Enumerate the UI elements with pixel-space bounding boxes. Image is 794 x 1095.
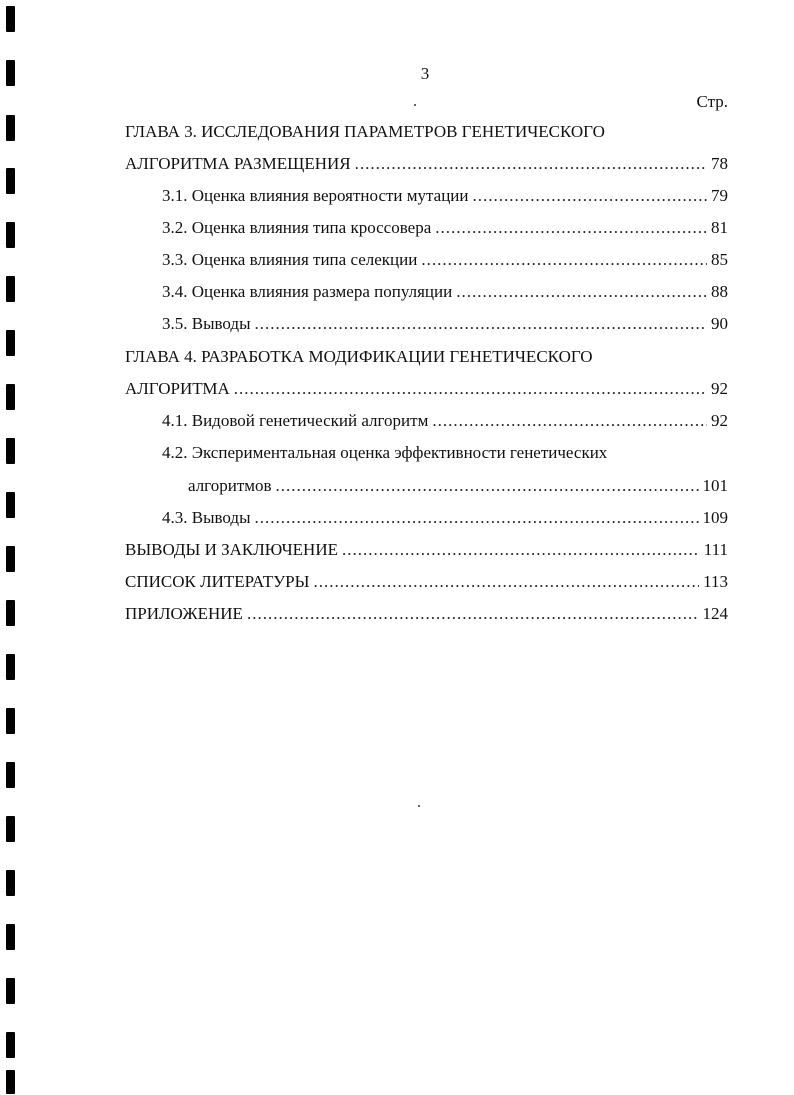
binding-mark	[6, 1070, 15, 1094]
binding-mark	[6, 708, 15, 734]
toc-entry-section[interactable]	[162, 411, 728, 435]
toc-entry-page: 101	[702, 476, 728, 495]
binding-mark	[6, 600, 15, 626]
binding-mark	[6, 276, 15, 302]
toc-leader-dots	[435, 218, 707, 238]
toc-entry-section[interactable]	[162, 250, 728, 274]
toc-entry-title-cont: алгоритмов	[188, 476, 272, 495]
binding-mark	[6, 330, 15, 356]
toc-entry-title: 4.3. Выводы	[162, 508, 251, 527]
binding-mark	[6, 6, 15, 32]
toc-entry-section[interactable]	[162, 314, 728, 338]
toc-entry-page: 85	[711, 250, 728, 269]
toc-entry-title: АЛГОРИТМА	[125, 379, 230, 398]
toc-entry-page: 81	[711, 218, 728, 237]
binding-mark	[6, 870, 15, 896]
toc-entry-title: 4.1. Видовой генетический алгоритм	[162, 411, 429, 430]
binding-mark	[6, 168, 15, 194]
binding-mark	[6, 762, 15, 788]
toc-entry-page: 88	[711, 282, 728, 301]
page-column-label: Стр.	[696, 92, 728, 111]
toc-leader-dots	[276, 476, 699, 496]
toc-entry-page: 124	[702, 604, 728, 623]
toc-entry-chapter-4[interactable]	[125, 379, 728, 403]
toc-entry-title: 3.2. Оценка влияния типа кроссовера	[162, 218, 432, 237]
binding-mark	[6, 115, 15, 141]
binding-mark	[6, 978, 15, 1004]
toc-entry-title: ВЫВОДЫ И ЗАКЛЮЧЕНИЕ	[125, 540, 338, 559]
chapter-3-heading: ГЛАВА 3. ИССЛЕДОВАНИЯ ПАРАМЕТРОВ ГЕНЕТИЧЕСКОГО	[125, 122, 605, 141]
toc-entry-page: 79	[711, 186, 728, 205]
toc-entry-title: 3.5. Выводы	[162, 314, 251, 333]
chapter-4-heading: ГЛАВА 4. РАЗРАБОТКА МОДИФИКАЦИИ ГЕНЕТИЧЕСКОГО	[125, 347, 593, 366]
toc-entry-section[interactable]	[162, 218, 728, 242]
toc-entry-references[interactable]	[125, 572, 728, 596]
toc-leader-dots	[313, 572, 699, 592]
toc-leader-dots	[432, 411, 707, 431]
binding-mark	[6, 384, 15, 410]
toc-leader-dots	[355, 154, 707, 174]
toc-entry-title: 3.4. Оценка влияния размера популяции	[162, 282, 453, 301]
binding-mark	[6, 924, 15, 950]
toc-leader-dots	[342, 540, 700, 560]
toc-entry-title: СПИСОК ЛИТЕРАТУРЫ	[125, 572, 310, 591]
toc-entry-page: 90	[711, 314, 728, 333]
toc-entry-title: ПРИЛОЖЕНИЕ	[125, 604, 243, 623]
binding-mark	[6, 654, 15, 680]
toc-entry-page: 78	[711, 154, 728, 173]
toc-entry-page: 92	[711, 411, 728, 430]
toc-entry-page: 113	[703, 572, 728, 591]
scan-speck	[418, 805, 420, 807]
binding-mark	[6, 816, 15, 842]
toc-entry-chapter-3[interactable]	[125, 154, 728, 178]
spiral-binding-marks	[6, 0, 16, 1095]
toc-entry-page: 109	[702, 508, 728, 527]
toc-entry-page: 111	[703, 540, 728, 559]
binding-mark	[6, 60, 15, 86]
toc-entry-conclusions[interactable]	[125, 540, 728, 564]
binding-mark	[6, 492, 15, 518]
toc-leader-dots	[255, 508, 699, 528]
toc-entry-appendix[interactable]	[125, 604, 728, 628]
binding-mark	[6, 438, 15, 464]
toc-entry-section[interactable]	[162, 282, 728, 306]
toc-leader-dots	[473, 186, 707, 206]
toc-leader-dots	[421, 250, 707, 270]
toc-entry-section[interactable]	[162, 508, 728, 532]
page-number: 3	[420, 64, 430, 83]
toc-leader-dots	[456, 282, 707, 302]
toc-entry-title: АЛГОРИТМА РАЗМЕЩЕНИЯ	[125, 154, 351, 173]
toc-leader-dots	[247, 604, 699, 624]
toc-entry-section[interactable]	[162, 186, 728, 210]
binding-mark	[6, 222, 15, 248]
binding-mark	[6, 546, 15, 572]
toc-entry-page: 92	[711, 379, 728, 398]
binding-mark	[6, 1032, 15, 1058]
scan-speck	[414, 104, 416, 106]
toc-entry-title: 4.2. Экспериментальная оценка эффективности генетических	[162, 443, 608, 462]
toc-leader-dots	[234, 379, 707, 399]
toc-leader-dots	[255, 314, 707, 334]
toc-entry-title: 3.1. Оценка влияния вероятности мутации	[162, 186, 469, 205]
toc-entry-section[interactable]	[188, 476, 728, 500]
toc-entry-title: 3.3. Оценка влияния типа селекции	[162, 250, 418, 269]
